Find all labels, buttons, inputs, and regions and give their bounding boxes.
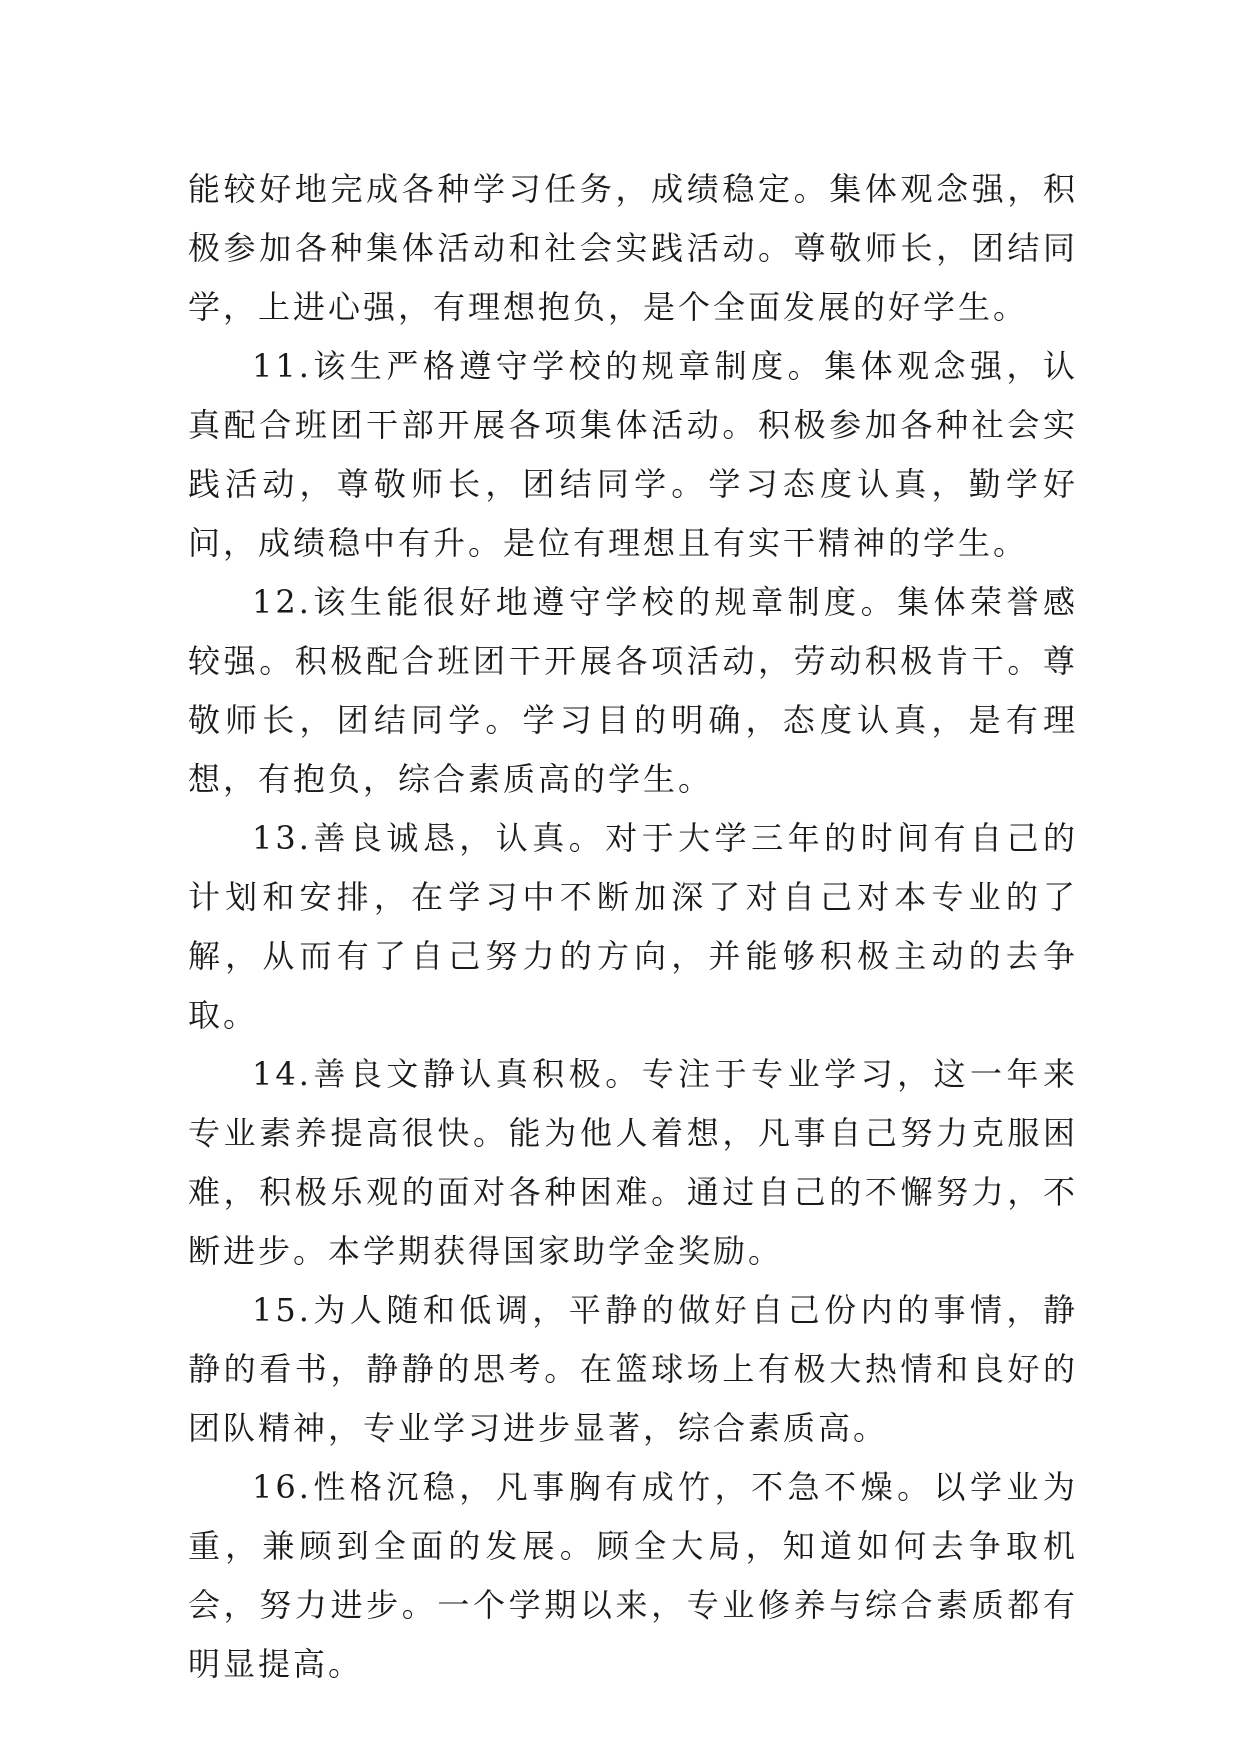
paragraph-continuation: 能较好地完成各种学习任务，成绩稳定。集体观念强，积极参加各种集体活动和社会实践活动。尊敬师长，团结同学，上进心强，有理想抱负，是个全面发展的好学生。 [188,170,1078,326]
paragraph-item-16: 16.性格沉稳，凡事胸有成竹，不急不燥。以学业为重，兼顾到全面的发展。顾全大局，知道如何去争取机会，努力进步。一个学期以来，专业修养与综合素质都有明显提高。 [188,1468,1078,1683]
paragraph-item-12: 12.该生能很好地遵守学校的规章制度。集体荣誉感较强。积极配合班团干开展各项活动，劳动积极肯干。尊敬师长，团结同学。学习目的明确，态度认真，是有理想，有抱负，综合素质高的学生。 [188,583,1078,798]
paragraph-item-14: 14.善良文静认真积极。专注于专业学习，这一年来专业素养提高很快。能为他人着想，凡事自己努力克服困难，积极乐观的面对各种困难。通过自己的不懈努力，不断进步。本学期获得国家助学金奖励。 [188,1055,1078,1270]
paragraph-item-15: 15.为人随和低调，平静的做好自己份内的事情，静静的看书，静静的思考。在篮球场上有极大热情和良好的团队精神，专业学习进步显著，综合素质高。 [188,1291,1078,1447]
document-body [188,160,1078,1694]
paragraph-item-11: 11.该生严格遵守学校的规章制度。集体观念强，认真配合班团干部开展各项集体活动。积极参加各种社会实践活动，尊敬师长，团结同学。学习态度认真，勤学好问，成绩稳中有升。是位有理想且有实干精神的学生。 [188,347,1078,562]
paragraph-item-13: 13.善良诚恳，认真。对于大学三年的时间有自己的计划和安排，在学习中不断加深了对自己对本专业的了解，从而有了自己努力的方向，并能够积极主动的去争取。 [188,819,1078,1034]
